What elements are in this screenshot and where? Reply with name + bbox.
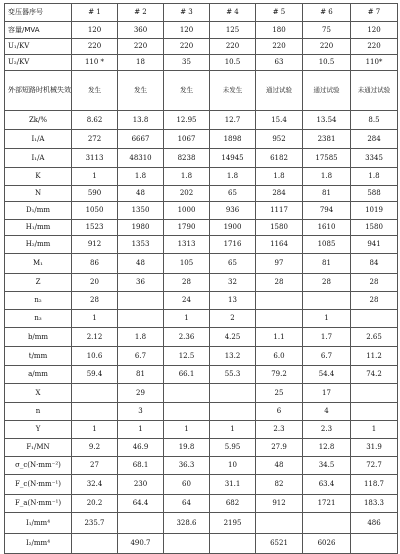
table-cell: 48 bbox=[118, 254, 164, 274]
table-row bbox=[5, 513, 398, 534]
table-cell: 1.8 bbox=[164, 168, 210, 186]
table-cell: 2.3 bbox=[256, 421, 303, 439]
table-cell: 12.95 bbox=[164, 111, 210, 130]
table-cell bbox=[164, 403, 210, 421]
table-cell bbox=[72, 403, 118, 421]
table-cell: 59.4 bbox=[72, 366, 118, 384]
table-row bbox=[5, 292, 398, 310]
table-row bbox=[5, 457, 398, 475]
table-cell: 2195 bbox=[210, 513, 256, 534]
table-cell: 1898 bbox=[210, 130, 256, 149]
table-cell bbox=[164, 534, 210, 554]
table-row bbox=[5, 202, 398, 220]
table-cell bbox=[118, 513, 164, 534]
row-label-cell: n₃ bbox=[5, 310, 72, 328]
table-cell: 17 bbox=[303, 384, 351, 403]
header-cell: # 1 bbox=[72, 4, 118, 22]
table-cell: 6521 bbox=[256, 534, 303, 554]
table-cell: 17585 bbox=[303, 149, 351, 168]
table-cell: 110* bbox=[351, 55, 398, 71]
table-cell: 1117 bbox=[256, 202, 303, 220]
row-label-cell: n bbox=[5, 403, 72, 421]
table-cell: 74.2 bbox=[351, 366, 398, 384]
table-row bbox=[5, 220, 398, 236]
table-cell: 220 bbox=[164, 39, 210, 55]
table-cell: 220 bbox=[303, 39, 351, 55]
table-row bbox=[5, 495, 398, 513]
table-cell: 328.6 bbox=[164, 513, 210, 534]
table-cell: 32 bbox=[210, 274, 256, 292]
table-row bbox=[5, 71, 398, 111]
table-cell: 110 * bbox=[72, 55, 118, 71]
table-cell: 82 bbox=[256, 475, 303, 495]
table-cell: 13 bbox=[210, 292, 256, 310]
table-cell bbox=[351, 403, 398, 421]
table-cell bbox=[256, 513, 303, 534]
table-cell: 72.7 bbox=[351, 457, 398, 475]
table-cell: 27.9 bbox=[256, 439, 303, 457]
table-cell: 2.3 bbox=[303, 421, 351, 439]
table-cell: 10.5 bbox=[303, 55, 351, 71]
table-cell: 36 bbox=[118, 274, 164, 292]
table-row bbox=[5, 347, 398, 366]
table-cell: 1716 bbox=[210, 236, 256, 254]
table-row bbox=[5, 384, 398, 403]
table-cell: 1980 bbox=[118, 220, 164, 236]
table-cell: 1610 bbox=[303, 220, 351, 236]
table-cell: 12.8 bbox=[303, 439, 351, 457]
table-cell: 4.25 bbox=[210, 328, 256, 347]
table-row bbox=[5, 55, 398, 71]
table-row bbox=[5, 421, 398, 439]
table-cell: 2.65 bbox=[351, 328, 398, 347]
table-cell: 3345 bbox=[351, 149, 398, 168]
table-cell: 81 bbox=[118, 366, 164, 384]
row-label-cell: Y bbox=[5, 421, 72, 439]
table-cell: 1.1 bbox=[256, 328, 303, 347]
table-cell: 28 bbox=[256, 274, 303, 292]
row-label-cell: U₂/KV bbox=[5, 55, 72, 71]
table-cell: 1 bbox=[72, 421, 118, 439]
table-cell: 1.8 bbox=[118, 168, 164, 186]
row-label-cell: F_c(N·mm⁻¹) bbox=[5, 475, 72, 495]
table-cell bbox=[72, 534, 118, 554]
table-cell: 588 bbox=[351, 186, 398, 202]
row-label-cell: σ_c(N·mm⁻²) bbox=[5, 457, 72, 475]
table-cell: 发生 bbox=[118, 71, 164, 111]
table-cell: 60 bbox=[164, 475, 210, 495]
row-label-cell: I₂/mm⁴ bbox=[5, 534, 72, 554]
table-cell: 6.0 bbox=[256, 347, 303, 366]
table-cell: 48 bbox=[118, 186, 164, 202]
table-cell: 120 bbox=[72, 22, 118, 39]
table-cell bbox=[303, 292, 351, 310]
table-cell: 15.4 bbox=[256, 111, 303, 130]
header-cell: # 2 bbox=[118, 4, 164, 22]
table-cell: 48310 bbox=[118, 149, 164, 168]
table-cell: 1.7 bbox=[303, 328, 351, 347]
table-cell: 20.2 bbox=[72, 495, 118, 513]
row-label-cell: F_a(N·mm⁻¹) bbox=[5, 495, 72, 513]
table-cell: 360 bbox=[118, 22, 164, 39]
table-cell: 48 bbox=[256, 457, 303, 475]
table-cell: 936 bbox=[210, 202, 256, 220]
table-cell: 25 bbox=[256, 384, 303, 403]
table-cell: 1 bbox=[72, 168, 118, 186]
table-cell: 8.62 bbox=[72, 111, 118, 130]
table-row bbox=[5, 236, 398, 254]
row-label-cell: I₁/A bbox=[5, 149, 72, 168]
table-cell: 1 bbox=[210, 421, 256, 439]
row-label-cell: I₁/A bbox=[5, 130, 72, 149]
table-cell: 1.8 bbox=[118, 328, 164, 347]
table-cell bbox=[118, 292, 164, 310]
table-cell: 1353 bbox=[118, 236, 164, 254]
table-cell: 284 bbox=[256, 186, 303, 202]
row-label-cell: K bbox=[5, 168, 72, 186]
table-cell: 34.5 bbox=[303, 457, 351, 475]
table-row bbox=[5, 168, 398, 186]
row-label-cell: b/mm bbox=[5, 328, 72, 347]
table-cell: 6182 bbox=[256, 149, 303, 168]
table-cell: 230 bbox=[118, 475, 164, 495]
table-cell bbox=[351, 534, 398, 554]
row-label-cell: Zk/% bbox=[5, 111, 72, 130]
table-cell: 8238 bbox=[164, 149, 210, 168]
table-cell: 272 bbox=[72, 130, 118, 149]
table-cell: 通过试验 bbox=[303, 71, 351, 111]
table-cell: 284 bbox=[351, 130, 398, 149]
table-cell: 120 bbox=[164, 22, 210, 39]
table-cell: 682 bbox=[210, 495, 256, 513]
table-cell: 46.9 bbox=[118, 439, 164, 457]
table-cell: 19.8 bbox=[164, 439, 210, 457]
table-cell: 1000 bbox=[164, 202, 210, 220]
table-cell: 486 bbox=[351, 513, 398, 534]
table-cell: 24 bbox=[164, 292, 210, 310]
table-cell: 941 bbox=[351, 236, 398, 254]
table-cell: 952 bbox=[256, 130, 303, 149]
table-row bbox=[5, 39, 398, 55]
table-cell: 3 bbox=[118, 403, 164, 421]
row-label-cell: F₁/MN bbox=[5, 439, 72, 457]
table-cell: 1 bbox=[303, 310, 351, 328]
table-row bbox=[5, 366, 398, 384]
row-label-cell: X bbox=[5, 384, 72, 403]
table-cell: 590 bbox=[72, 186, 118, 202]
table-cell: 1085 bbox=[303, 236, 351, 254]
table-cell: 183.3 bbox=[351, 495, 398, 513]
table-cell: 28 bbox=[164, 274, 210, 292]
table-cell: 912 bbox=[72, 236, 118, 254]
table-cell: 81 bbox=[303, 186, 351, 202]
table-row bbox=[5, 310, 398, 328]
table-cell: 2381 bbox=[303, 130, 351, 149]
table-cell: 13.8 bbox=[118, 111, 164, 130]
table-cell: 2.36 bbox=[164, 328, 210, 347]
row-label-cell: t/mm bbox=[5, 347, 72, 366]
table-cell: 65 bbox=[210, 254, 256, 274]
table-cell: 1790 bbox=[164, 220, 210, 236]
table-cell: 31.9 bbox=[351, 439, 398, 457]
row-label-cell: I₁/mm⁴ bbox=[5, 513, 72, 534]
table-cell: 105 bbox=[164, 254, 210, 274]
table-cell bbox=[210, 534, 256, 554]
table-cell bbox=[164, 384, 210, 403]
table-cell: 55.3 bbox=[210, 366, 256, 384]
table-cell: 11.2 bbox=[351, 347, 398, 366]
table-cell: 29 bbox=[118, 384, 164, 403]
table-row bbox=[5, 22, 398, 39]
table-row bbox=[5, 149, 398, 168]
row-label-cell: M₁ bbox=[5, 254, 72, 274]
row-label-cell: 外部短路时机械失效 bbox=[5, 71, 72, 111]
table-cell bbox=[210, 384, 256, 403]
header-cell: # 7 bbox=[351, 4, 398, 22]
table-cell: 1 bbox=[164, 421, 210, 439]
table-cell: 64 bbox=[164, 495, 210, 513]
table-cell: 1050 bbox=[72, 202, 118, 220]
row-label-cell: 容量/MVA bbox=[5, 22, 72, 39]
table-cell: 2 bbox=[210, 310, 256, 328]
table-row bbox=[5, 130, 398, 149]
table-header-row bbox=[5, 4, 398, 22]
table-row bbox=[5, 328, 398, 347]
table-cell: 1019 bbox=[351, 202, 398, 220]
table-cell: 35 bbox=[164, 55, 210, 71]
table-cell: 32.4 bbox=[72, 475, 118, 495]
table-cell: 75 bbox=[303, 22, 351, 39]
table-cell: 84 bbox=[351, 254, 398, 274]
table-cell: 1350 bbox=[118, 202, 164, 220]
table-cell: 118.7 bbox=[351, 475, 398, 495]
row-label-cell: D₁/mm bbox=[5, 202, 72, 220]
table-cell: 27 bbox=[72, 457, 118, 475]
table-cell: 1 bbox=[164, 310, 210, 328]
table-cell: 10.5 bbox=[210, 55, 256, 71]
table-cell: 1.8 bbox=[210, 168, 256, 186]
table-cell: 6.7 bbox=[303, 347, 351, 366]
table-cell: 1 bbox=[72, 310, 118, 328]
header-cell: # 5 bbox=[256, 4, 303, 22]
table-cell: 220 bbox=[256, 39, 303, 55]
header-cell: # 6 bbox=[303, 4, 351, 22]
table-cell: 1.8 bbox=[256, 168, 303, 186]
table-cell: 6.7 bbox=[118, 347, 164, 366]
table-cell: 10.6 bbox=[72, 347, 118, 366]
table-cell: 1900 bbox=[210, 220, 256, 236]
table-cell: 220 bbox=[351, 39, 398, 55]
table-cell: 912 bbox=[256, 495, 303, 513]
table-row bbox=[5, 186, 398, 202]
table-cell bbox=[210, 403, 256, 421]
table-cell: 1721 bbox=[303, 495, 351, 513]
table-cell: 63 bbox=[256, 55, 303, 71]
table-cell: 1067 bbox=[164, 130, 210, 149]
table-cell: 36.3 bbox=[164, 457, 210, 475]
table-cell: 1313 bbox=[164, 236, 210, 254]
table-cell bbox=[351, 384, 398, 403]
table-cell: 28 bbox=[351, 274, 398, 292]
table-cell: 1523 bbox=[72, 220, 118, 236]
table-cell bbox=[256, 310, 303, 328]
table-row bbox=[5, 274, 398, 292]
table-cell: 64.4 bbox=[118, 495, 164, 513]
table-cell: 794 bbox=[303, 202, 351, 220]
row-label-cell: U₁/KV bbox=[5, 39, 72, 55]
table-cell: 12.7 bbox=[210, 111, 256, 130]
table-cell: 66.1 bbox=[164, 366, 210, 384]
table-cell: 490.7 bbox=[118, 534, 164, 554]
row-label-cell: H₂/mm bbox=[5, 236, 72, 254]
table-cell bbox=[303, 513, 351, 534]
table-cell: 1 bbox=[351, 421, 398, 439]
row-label-cell: H₁/mm bbox=[5, 220, 72, 236]
table-row bbox=[5, 439, 398, 457]
table-cell bbox=[351, 310, 398, 328]
table-cell: 12.5 bbox=[164, 347, 210, 366]
table-cell bbox=[72, 384, 118, 403]
table-cell: 4 bbox=[303, 403, 351, 421]
table-cell: 3113 bbox=[72, 149, 118, 168]
table-cell bbox=[256, 292, 303, 310]
header-cell: # 4 bbox=[210, 4, 256, 22]
row-label-cell: n₂ bbox=[5, 292, 72, 310]
table-row bbox=[5, 475, 398, 495]
table-cell: 20 bbox=[72, 274, 118, 292]
table-cell: 81 bbox=[303, 254, 351, 274]
table-cell: 13.54 bbox=[303, 111, 351, 130]
table-cell: 10 bbox=[210, 457, 256, 475]
table-cell: 6026 bbox=[303, 534, 351, 554]
table-cell: 9.2 bbox=[72, 439, 118, 457]
table-cell: 220 bbox=[210, 39, 256, 55]
table-cell: 28 bbox=[72, 292, 118, 310]
table-cell: 235.7 bbox=[72, 513, 118, 534]
table-cell: 28 bbox=[351, 292, 398, 310]
table-cell: 65 bbox=[210, 186, 256, 202]
row-label-cell: a/mm bbox=[5, 366, 72, 384]
table-row bbox=[5, 403, 398, 421]
table-cell: 202 bbox=[164, 186, 210, 202]
table-cell: 220 bbox=[72, 39, 118, 55]
table-cell: 8.5 bbox=[351, 111, 398, 130]
table-cell: 120 bbox=[351, 22, 398, 39]
table-row bbox=[5, 111, 398, 130]
table-row bbox=[5, 534, 398, 554]
table-cell bbox=[118, 310, 164, 328]
table-cell: 1.8 bbox=[351, 168, 398, 186]
header-label-cell: 变压器序号 bbox=[5, 4, 72, 22]
table-row bbox=[5, 254, 398, 274]
table-cell: 97 bbox=[256, 254, 303, 274]
table-cell: 31.1 bbox=[210, 475, 256, 495]
table-cell: 18 bbox=[118, 55, 164, 71]
table-cell: 28 bbox=[303, 274, 351, 292]
table-cell: 63.4 bbox=[303, 475, 351, 495]
table-cell: 1 bbox=[118, 421, 164, 439]
table-cell: 未通过试验 bbox=[351, 71, 398, 111]
table-cell: 5.95 bbox=[210, 439, 256, 457]
row-label-cell: Z bbox=[5, 274, 72, 292]
table-cell: 180 bbox=[256, 22, 303, 39]
table-cell: 发生 bbox=[72, 71, 118, 111]
table-cell: 2.12 bbox=[72, 328, 118, 347]
table-cell: 1.8 bbox=[303, 168, 351, 186]
table-cell: 14945 bbox=[210, 149, 256, 168]
table-cell: 79.2 bbox=[256, 366, 303, 384]
table-cell: 86 bbox=[72, 254, 118, 274]
table-cell: 1164 bbox=[256, 236, 303, 254]
table-cell: 125 bbox=[210, 22, 256, 39]
table-cell: 54.4 bbox=[303, 366, 351, 384]
table-cell: 发生 bbox=[164, 71, 210, 111]
header-cell: # 3 bbox=[164, 4, 210, 22]
table-cell: 220 bbox=[118, 39, 164, 55]
table-cell: 6667 bbox=[118, 130, 164, 149]
table-cell: 6 bbox=[256, 403, 303, 421]
table-cell: 通过试验 bbox=[256, 71, 303, 111]
table-cell: 未发生 bbox=[210, 71, 256, 111]
table-cell: 68.1 bbox=[118, 457, 164, 475]
table-cell: 13.2 bbox=[210, 347, 256, 366]
row-label-cell: N bbox=[5, 186, 72, 202]
table-cell: 1580 bbox=[256, 220, 303, 236]
transformer-data-table bbox=[4, 3, 398, 554]
table-cell: 1580 bbox=[351, 220, 398, 236]
